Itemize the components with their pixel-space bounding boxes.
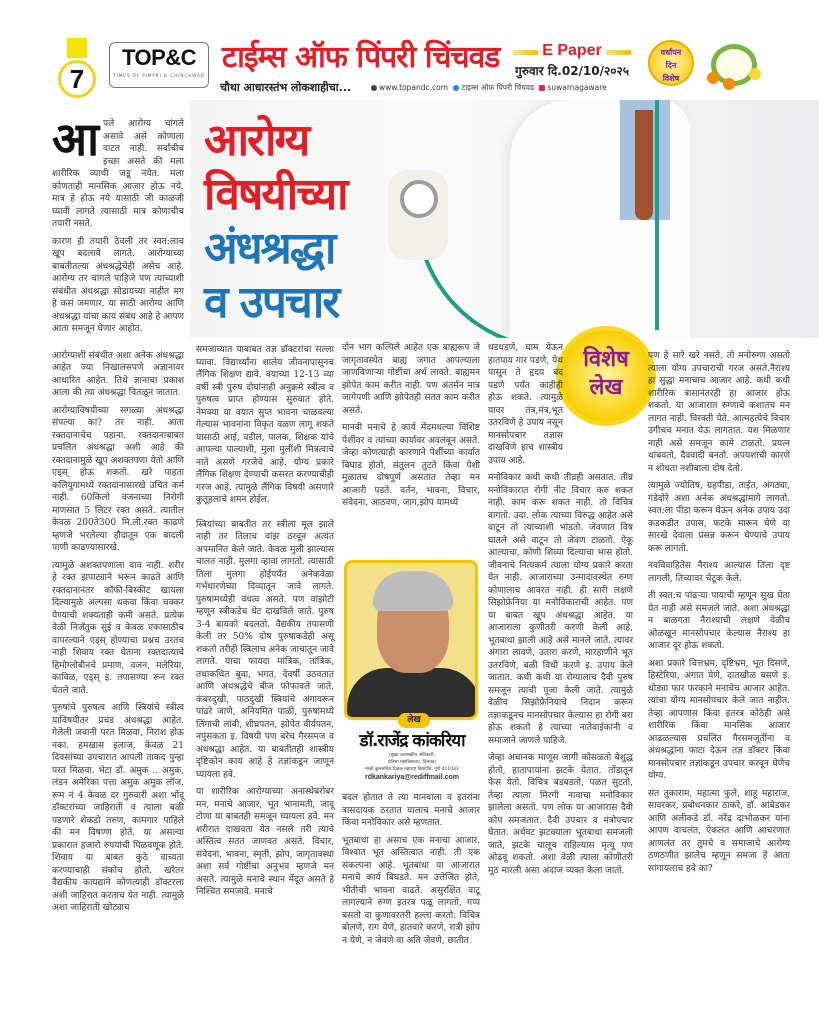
drop-cap: आ [52, 112, 100, 166]
paragraph: आपले आरोग्य चांगले असावे असे कोणाला वाटत नाही. सर्वांचीच इच्छा असते की मला शारीरिक व्याधी जडू नयेत. मला कोणताही मानसिक आजार होऊ नये. मात्र हे होऊ नये यासाठी जी काळजी घ्यावी लागते त्यासाठी मात्र कोणाचीच तयारी नसते. [52, 112, 184, 229]
author-photo [344, 560, 478, 720]
stethoscope-tube [415, 210, 675, 338]
tagline: चौथा आधारस्तंभ लोकशाहीचा... [220, 81, 352, 94]
edition-label: E Paper [513, 42, 631, 60]
facebook-icon [453, 85, 459, 91]
designation-line: (मुख्य प्रशासकीय अधिकारी, [388, 753, 436, 758]
paragraph: स्त्रियांच्या बाबतीत तर स्त्रीला मूल झाले नाही तर तिलाच वांझ ठरवून अत्यंत अपमानित केले जाते. केवळ मुली झाल्यास चालत नाही. मुलगा व्हावा लागतो. त्यासाठी तिला मुलगा होईपर्यंत अनेकवेळा गर्भधारणेच्या दिव्यातून जावे लागते. पुरुषांमध्येही वंधत्व असते. पण वांझोटी म्हणून स्त्रीकडेच थेट दाखविले जाते. पुरुष 3-4 बायको बदलतो. वैद्यकीय तपासणी केली तर 50% दोष पुरुषाकडेही असू शकतो तरीही स्त्रिलाच अनेक जाचातून जावे लागते. याचा फायदा मांत्रिक, तांत्रिक, तथाकथित बुवा, भगत, देवर्षी उठवतात आणि अंधश्रद्धेचे बीज फोफावले जाते. कंबरदुखी, पाठदुखी स्त्रियांचे अंगावरून पांढरे जाणे, अनियमित पाळी, पुरुषांमध्ये लिंगाची लांबी, शीघ्रपतन, झोपेत वीर्यपतन, नपुंसकता इ. विषयी पण बरेच गैरसमज व अंधश्रद्धा आहेत. या बाबतीतही शास्त्रीय दृष्टिकोन काय आहे हे तज्ञांकडून जाणून घ्यायला हवे. [196, 519, 334, 780]
globe-icon [371, 85, 377, 91]
anniversary-line3: विशेष [662, 74, 680, 83]
paragraph: मानवी मनाचे हे कार्य मेंदमधल्या विशिष्ट पेशींवर व त्यांच्या कार्यावर अवलंबून असते. जेव्हा कोणत्याही कारणाने पेशींच्या कार्यात बिघाड होतो, संतुलन तुटते किंवा पेशी मुळातच दोषपूर्ण असतात तेव्हा मन आजारी पडते. वर्तन, भावना, विचार, संवेदना, आठवण, जाग,झोप यामध्ये [342, 423, 480, 508]
article-column-4 [488, 342, 633, 882]
paragraph: मनोविकार कधी कधी तीव्रही असतात. तीव्र मनोविकारात रोगी नीट विचार करु शकत नाही. काम करू शकत नाही. तो विचित्र वागतो. उदा. लोक त्याच्या विरुद्ध आहेत असे वाटून तो त्यांच्याशी भांडतो. जेवणात विष घातले असे वाटून तो जेवण टाळतो. ऐकू आल्याचा, कोणी शिव्या दिल्याचा भास होतो. जीवनाचे नित्यकर्म त्याला योग्य प्रकारे करता येत नाही. आजाराच्या उन्मादावस्थेत रुग्ण कोणालाच आवरत नाही. ही सारी लक्षणे सिझोफ्रेनिया या मनोविकाराची आहेत. पण या बाबत खूप अंधश्रद्धा आहेत. या आजाराला कुणीतरी करणी केली आहे, भूतबाधा झाली आहे असे मानले जाते. त्यावर अंगारा लावणे, उतारा करणे, मारहाणीने भूत उतरविणे, बळी विधी करणे इ. उपाय केले जातात. कधी कधी या रोग्यालाच दैवी पुरुष समजून त्याची पूजा केली जाते. त्यामुळे वेळीच सिझोफ्रेनियाचे निदान करून तज्ञाकडूनच मानसोपचार केल्यास हा रोगी बरा होऊ शकतो हे त्याच्या नातेवाईकांनी व समाजाने जाणले पाहिजे. [488, 473, 633, 746]
article-column-2 [196, 344, 334, 904]
author-email[interactable]: rdkankariya@rediffmail.com [365, 774, 459, 781]
anniversary-line1: वर्धापन [660, 48, 682, 57]
paragraph: ती स्वत:च पांढऱ्या पायाची म्हणून सुख घेता येत नाही असे समजले जाते. अशा अंधश्रद्धा न बाळगता नैराश्याची लक्षणे वेळीच ओळखून मानसोपचार केल्यास नैराश्य हा आजार दूर होऊ शकतो. [648, 591, 790, 651]
paragraph: आरोग्याशी संबंधीत अशा अनेक अंधश्रद्धा आहेत ज्या निखालसपणे अज्ञानावर आधारित आहेत. तिथे ज्ञानाचा प्रकाश आला की त्या अंधश्रद्धा वितळून जातात. [52, 350, 184, 398]
website-link[interactable]: www.topandc.com [379, 83, 449, 92]
flower-icon [707, 72, 719, 84]
doctor-tie-image [635, 110, 653, 220]
paragraph: दोन भाग कल्पिले आहेत एक बाह्यरूप जे जागृतावस्थेत बाह्य जगात आपल्याला जाणविणाऱ्या गोष्टींचा अर्थ लावते. बाह्यमन झोपेत काम करीत नाही. पण अंतर्मन मात्र जागेपणी आणि झोपेतही सतत काम करीत असते. [342, 343, 480, 416]
anniversary-line2: दिन [665, 61, 677, 70]
paragraph: कारण ही तयारी ठेवली तर स्वत:लाच खूप बदलावे लागते. आरोग्याच्या बाबतीतल्या अंधश्रद्धेचेही असेच आहे. आरोग्य तर चांगले पाहिजे पण त्याच्याशी संबंधीत अंधश्रद्धा सोडायच्या नाहीत मग हे कसं जमणार. या साठी आरोग्य आणि अंधश्रद्धा यांचा काय संबंध आहे हे आपण आता समजून घेणार आहोत. [52, 236, 184, 334]
logo-text: TOP&C [121, 45, 197, 70]
article-column-5 [648, 350, 790, 880]
social-links [368, 83, 607, 93]
edition-block [513, 42, 631, 79]
paragraph: जेव्हा अचानक माणूस जागी कोसळतो बेशुद्ध होतो, हातापायांना झटके येतात. तोंडातून फेस येतो. विचित्र बडबडतो, पळत सुटतो, तेव्हा त्याला मिरगी नावाचा मनोविकार झालेला असतो. पण लोक या आजारास दैवी कोप समजतात. दैवी उपचार व मंत्रोपचार घेतात. अर्धवट झटक्याला भूतबाधा समजली जाते, झटके चालूच राहिल्यास मृत्यू पण ओढवू शकतो. अशा वेळी त्याला कोणीतरी मूठ मारली असा अंदाज व्यक्त केला जातो. [488, 753, 633, 876]
article-column-1 [52, 112, 184, 920]
paragraph: नवविवाहितेस नैराश्य आल्यास तिला दृष्ट लागली, तिच्यावर चेटूक केले. [648, 561, 790, 584]
emblem-logo [705, 38, 763, 90]
headline-line2: विषयीच्या [204, 169, 347, 220]
paragraph: पण हे सारे खरे नसते. तो मनोरुग्ण असतो त्याला योग्य उपचाराची गरज असते.नैराश्य हा सुद्धा मनाचाच आजार आहे. कधी कधी शारीरिक त्रासानंतरही हा आजार होऊ शकतो. या आजारात रुग्णाचे कशातच मन लागत नाही. विरक्ती येते. आत्महत्येचे विचार उगीचच मनात येऊ लागतात. यश मिळणार नाही असे समजून कामे टाळतो. प्रयत्न थांबवतो, दैववादी बनतो. अपयशाची कारणे न शोधता नशीबाला दोष देतो. [648, 351, 790, 474]
article-column-3-continued [342, 792, 480, 952]
author-hair [373, 571, 453, 611]
flower-icon [749, 68, 761, 80]
facebook-link[interactable]: टाइम्स ऑफ पिंपरी चिंचवड [461, 83, 535, 92]
article-headline [204, 114, 347, 330]
stethoscope-icon [400, 180, 438, 218]
page-number-tab [67, 38, 87, 58]
author-designation [342, 752, 482, 773]
headline-line1: आरोग्य [204, 115, 309, 166]
paragraph: त्यामुळे अशक्तपणाला वाव नाही. शरीर हे रक्त झपाट्याने भरून काढते आणि रक्तदानानंतर कॉफी-बिस्कीट खायला दिल्यामुळे अल्पसा थकवा किंवा चक्कर येण्याची शक्यताही कमी असते. प्रत्येक वेळी निर्जंतुक सुई व केवळ एकासाठीच वापरल्याने एड्स् होण्याचा प्रश्नच उरतच नाही शिवाय रक्त घेताना रक्तदात्याचे हिमोग्लोबीनचे प्रमाण, वजन, मलेरिया, काविळ, एड्स् इ. तपासण्या रून रक्त घेतले जाते. [52, 560, 184, 696]
paragraph: अशा प्रकारे चित्तभ्रम, दृष्टिभ्रम, भूत दिसणे, हिस्टेरिया, अंगात येणे, दातखीळ बसणे इ. थोड्या फार फरकाने मनाचेच आजार आहेत. त्यांचा योग्य मानसोपचार केले जात नाहीत. तेव्हा आपणास किंवा इतरत्र कोठेही असे शारीरिक किंवा मानसिक आजार आढळल्यास प्रचलित गैरसमजूतींना व अंधश्रद्धांना फाटा देऊन तज्ञ डॉक्टर किंवा मानसोपचार तज्ञांकडून उपचार करवून घेणेच योग्य. [648, 658, 790, 781]
author-name: डॉ.राजेंद्र कांकरिया [359, 731, 465, 751]
anniversary-badge [648, 40, 694, 86]
paragraph: धडधडणे, घाम येऊन हातपाय गार पडणे, येथ पासून ते हृदय बंद पडणे पर्यंत काहीही होऊ शकते. त्यामुळे यावर तंत्र,मंत्र,भूत उतरविणे हे उपाय नसून मानसोपचार तज्ञास दाखविणे हाच शास्त्रीय उपाय आहे. [488, 343, 563, 466]
masthead-title: टाईम्स ऑफ पिंपरी चिंचवड [222, 40, 500, 75]
paragraph: या शारीरिक आरोग्याच्या अनास्थेबरोबर मन, मनाचे आजार, भूत भानामती, जादू टोणा या बाबतही समजून घ्यायला हवे. मन शरीरात दाखवता येत नसले तरी त्याचे अस्तित्व सतत जाणवत असते. विचार, संवेदना, भावना, स्मृती, झोप, जागृतावस्था अशा सर्व गोष्टींचा अनुभव म्हणजे मन असते. त्यामुळे मनाचे स्थान मेंदूत असते हे निश्चित समजावे. मनाचे [196, 787, 334, 897]
paragraph: बदल होतात ते त्या मानवाला व इतरांना त्रासदायक ठरतात यालाच मनाचे आजार किंवा मनोविकार असे म्हणतात. [342, 793, 480, 828]
paragraph: समजाव्यात याबाबत तज्ञ डॉक्टरांचा सल्ला घ्यावा. विद्यार्थ्यांना शालेय जीवनापासूनच लैंगिक शिक्षण द्यावे. वयाच्या 12-13 व्या वर्षी स्त्री पुरुष दोघांनाही अनुक्रमे स्त्रीत्व व पुरुषत्व प्राप्त होण्यास सुरुवात होते. नेमक्या या वयात सुप्त भावना चाळवल्या गेल्यास भावनांना विकृत वळण लागू शकते यासाठी आई, वडील, पालक, शिक्षक यांचे आपल्या पाल्याशी, मुला मुलींशी मित्रत्वाचे नाते असणे गरजेचे आहे. योग्य प्रकारे लैंगिक शिक्षण देण्याची कसरत करण्याचीही गरज आहे. त्यामुळे लैंगिक विषयी असणारे कुतूहलाचे शमन होईल. [196, 345, 334, 505]
newspaper-header [0, 30, 819, 100]
logo-subtitle: TIMES OF PIMPRI & CHINCHWAD [113, 73, 205, 78]
stamp-line2: लेख [589, 375, 623, 400]
instagram-icon [539, 85, 545, 91]
designation-line: प्रतिभा महाविद्यालय, चिंचवड) [387, 760, 437, 765]
headline-line4: व उपचार [204, 277, 339, 328]
designation-line: माजी कुलसचिव टिळक महाराष्ट्र विद्यापीठ, पुणे 411033 [365, 767, 459, 772]
hero-banner [190, 100, 819, 338]
paragraph: भूतबाधा हा असाच एक मनाचा आजार. विश्वात भूत अस्तित्वात नाही. ती एक संकल्पना आहे. भूतबाधा या आजारात मनाचे कार्य बिघडते. मन उत्तेजित होते, भीतीची भावना वाढते. असुरक्षित वाटू लागल्याने रुग्ण इतरत्र पळू लागतो, गप्प बसतो वा कुणावरतरी हल्ला करतो. विचित्र बोलणे, राग येणे, हातवारे करणे, रात्री झोप न येणे, न जेवणे वा अति जेवणे, छातीत [342, 835, 480, 946]
paragraph: पुरुषांचे पुरुषत्व आणि स्त्रियांचे स्त्रीत्व याविषयीतर प्रचंड अंधश्रद्धा आहेत. गेलेली जवानी परत मिळवा, निराश होऊ नका. हमखास इलाज, केवळ 21 दिवसांच्या उपचारात आपली ताकद पुन्हा परत मिळवा. भेटा डॉ. अमुक .. अमुक, लंडन अमेरिका पत्ता अमुक अमुक लॉज, रूम नं 4 केवळ दर गुरुवारी अशा भोंदू डॉक्टरांच्या जाहिराती व त्याला बळी पडणारे शेकडो तरुण, कामगार पाहिले की मन विषण्ण होते. या असल्या प्रकारात हजारो रुपयांची पिळवणूक होते. शिवाय या बाबत कुठे वाच्यता करण्याचाही संकोच होतो. खरेतर वैद्यकीय कायद्याने कोणत्याही डॉक्टरला अशी जाहिरात करताच येत नाही. त्यामुळे अशा जाहिराती खोट्याच [52, 703, 184, 913]
flower-icon [723, 78, 735, 90]
paragraph: त्यामुळे ज्योतिष, ग्रहपीडा, ताईत, अंगठ्या, गंडेदोरे अशा अनेक अंधश्रद्धांमागे लागतो. स्वत:ला पीडा करून घेऊन अनेक उपाय उदा कडकडीत उपास, फटके मारून घेणे या सारखे देवाला प्रसन्न करून घेण्याचे उपाय करू लागतो. [648, 481, 790, 554]
headline-line3: अंधश्रद्धा [204, 223, 335, 274]
topandc-logo [109, 42, 209, 88]
article-column-3 [342, 342, 480, 515]
paragraph: संत तुकाराम, महात्मा फुले, शाहू महाराज, सावरकर, प्रबोधनकार ठाकरे, डॉ. आंबेडकर आणि अलीकडे डॉ. नरेंद्र दाभोळकर यांना आपण वाचलंत, ऐकलंत आणि आचरणात आणलंत तर तुमचे व समाजाचे आरोग्य ठणठणीत झालेच म्हणून समजा हे आता सांगायलाच हवे का? [648, 788, 790, 874]
stamp-line1: विशेष [583, 347, 629, 372]
edition-date: गुरुवार दि.02/10/२०२५ [515, 64, 629, 78]
instagram-link[interactable]: suwarnagaware [547, 83, 607, 92]
article-tag: लेख [398, 713, 430, 728]
paragraph: आरोग्याविषयीच्या सगळ्या अंधश्रद्धा संपल्या का? तर नाही. आता रक्तदानाचेच पहाना. रक्तदानाबाबत प्रचलित अंधश्रद्धा अशी आहे की रक्तदानामुळे खूप अशक्तपणा येतो आणि एड्स् होऊ शकतो. खरे पाहता कलियुगामध्ये रक्तदानासारखे उचित कर्म नाही. 60किलो वजनाच्या निरोगी माणसात 5 लिटर रक्त असते. त्यातील केवळ 200ते300 मि.ली.रक्त काढणे म्हणजे भरलेल्या हौदातून एक बादली पाणी काढण्यासारखे. [52, 405, 184, 553]
page-number: 7 [58, 60, 96, 98]
